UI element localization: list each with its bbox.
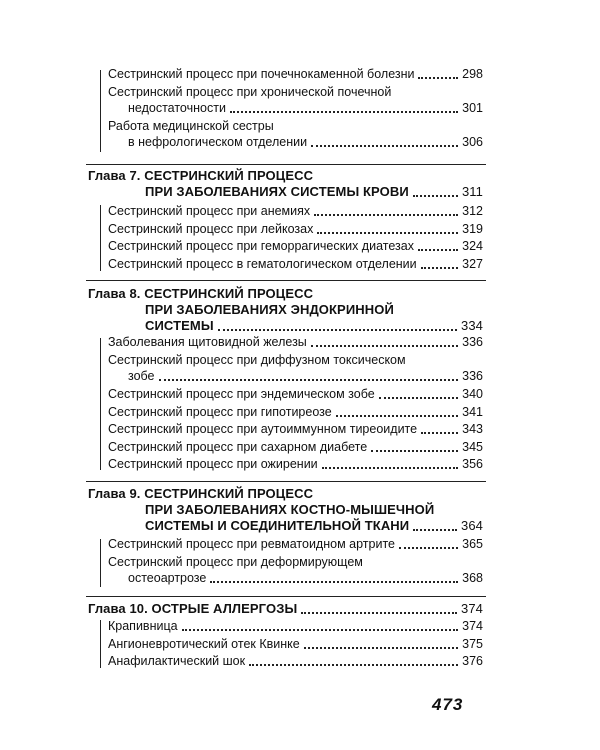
entry-title: Сестринский процесс при аутоиммунном тиреоидите [108,422,418,436]
chapter-heading-line [88,601,483,617]
leader-dots [311,345,458,347]
toc-entry [108,67,483,82]
leader-dots [311,145,458,147]
chapter-title: СИСТЕМЫ [145,318,214,333]
toc-entry [108,387,483,402]
chapter-heading-line [145,184,483,200]
chapter-bar [100,539,101,587]
entry-title: Сестринский процесс при почечнокаменной болезни [108,67,415,81]
entry-title-cont: недостаточности [128,101,226,115]
toc-entry [108,257,483,272]
chapter-rule [86,280,486,281]
leader-dots [304,647,458,649]
toc-entry [108,405,483,420]
chapter-heading-line [145,318,483,334]
leader-dots [314,214,458,216]
entry-page: 312 [462,204,483,218]
entry-page: 376 [462,654,483,668]
leader-dots [159,379,459,381]
chapter-rule [86,164,486,165]
entry-page: 319 [462,221,483,236]
entry-page: 298 [462,67,483,81]
entry-title-cont: зобе [128,369,155,383]
entry-page: 341 [462,404,483,419]
entry-page: 336 [462,369,483,383]
toc-entry [108,222,483,237]
chapter-heading: Глава 8. СЕСТРИНСКИЙ ПРОЦЕСС [88,286,314,301]
top-section-bar [100,70,101,152]
toc-entry [108,637,483,652]
chapter-rule [86,596,486,597]
chapter-page: 374 [461,601,483,616]
entry-page: 324 [462,239,483,253]
chapter-heading: ПРИ ЗАБОЛЕВАНИЯХ ЭНДОКРИННОЙ [145,302,394,317]
entry-title: Крапивница [108,619,178,633]
entry-page: 375 [462,636,483,651]
toc-entry [108,537,483,552]
chapter-heading-line [145,518,483,534]
entry-title: Сестринский процесс при гипотиреозе [108,404,332,419]
entry-title: Сестринский процесс при диффузном токсическом [108,353,406,367]
toc-entry [128,101,483,116]
entry-page: 356 [462,457,483,471]
entry-page: 327 [462,256,483,271]
leader-dots [418,249,458,251]
entry-page: 336 [462,335,483,349]
leader-dots [399,547,458,549]
toc-entry [108,440,483,455]
chapter-heading: ПРИ ЗАБОЛЕВАНИЯХ КОСТНО-МЫШЕЧНОЙ [145,502,435,517]
entry-title: Анафилактический шок [108,654,246,668]
leader-dots [218,329,457,331]
entry-title-cont: остеоартрозе [128,571,207,585]
chapter-rule [86,481,486,482]
entry-title: Сестринский процесс при эндемическом зобе [108,387,375,401]
toc-entry [108,422,483,437]
entry-page: 301 [462,101,483,115]
toc-entry [108,654,483,669]
leader-dots [413,529,457,531]
leader-dots [317,232,458,234]
entry-page: 340 [462,387,483,401]
toc-entry [128,571,483,586]
leader-dots [421,267,458,269]
toc-entry [128,369,483,384]
entry-page: 368 [462,571,483,585]
entry-title: Сестринский процесс при хронической почечной [108,85,392,99]
toc-entry [108,335,483,350]
entry-title: Сестринский процесс при сахарном диабете [108,439,368,454]
chapter-heading: Глава 7. СЕСТРИНСКИЙ ПРОЦЕСС [88,168,314,183]
entry-title: Работа медицинской сестры [108,119,274,133]
chapter-bar [100,620,101,668]
entry-page: 365 [462,537,483,551]
entry-title: Сестринский процесс при деформирующем [108,555,363,569]
entry-title: Сестринский процесс при ожирении [108,457,318,471]
leader-dots [418,77,458,79]
leader-dots [182,629,459,631]
leader-dots [336,415,458,417]
chapter-heading: Глава 9. СЕСТРИНСКИЙ ПРОЦЕСС [88,486,314,501]
leader-dots [371,450,458,452]
entry-title: Сестринский процесс при анемиях [108,204,311,218]
toc-entry [108,619,483,634]
entry-title: Сестринский процесс при геморрагических диатезах [108,239,414,253]
chapter-title: Глава 10. ОСТРЫЕ АЛЛЕРГОЗЫ [88,601,298,616]
toc-entry [108,457,483,472]
entry-page: 306 [462,135,483,149]
leader-dots [421,432,458,434]
toc-entry [128,135,483,150]
entry-title: Сестринский процесс в гематологическом отделении [108,256,417,271]
entry-title: Сестринский процесс при лейкозах [108,221,314,236]
leader-dots [230,111,458,113]
leader-dots [413,195,458,197]
leader-dots [379,397,458,399]
entry-title: Ангионевротический отек Квинке [108,636,300,651]
chapter-title: ПРИ ЗАБОЛЕВАНИЯХ СИСТЕМЫ КРОВИ [145,184,409,199]
leader-dots [322,467,458,469]
toc-entry [108,204,483,219]
chapter-page: 364 [461,518,483,533]
chapter-bar [100,338,101,470]
chapter-title: СИСТЕМЫ И СОЕДИНИТЕЛЬНОЙ ТКАНИ [145,518,410,533]
leader-dots [210,581,458,583]
entry-page: 374 [462,619,483,633]
chapter-page: 311 [461,184,483,199]
entry-title: Сестринский процесс при ревматоидном артрите [108,537,395,551]
entry-title: Заболевания щитовидной железы [108,335,307,349]
page-number: 473 [432,695,464,714]
toc-entry [108,239,483,254]
entry-page: 343 [462,422,483,436]
chapter-bar [100,205,101,271]
entry-page: 345 [462,439,483,454]
entry-title-cont: в нефрологическом отделении [128,135,308,149]
leader-dots [301,612,457,614]
chapter-page: 334 [461,318,483,333]
leader-dots [249,664,458,666]
